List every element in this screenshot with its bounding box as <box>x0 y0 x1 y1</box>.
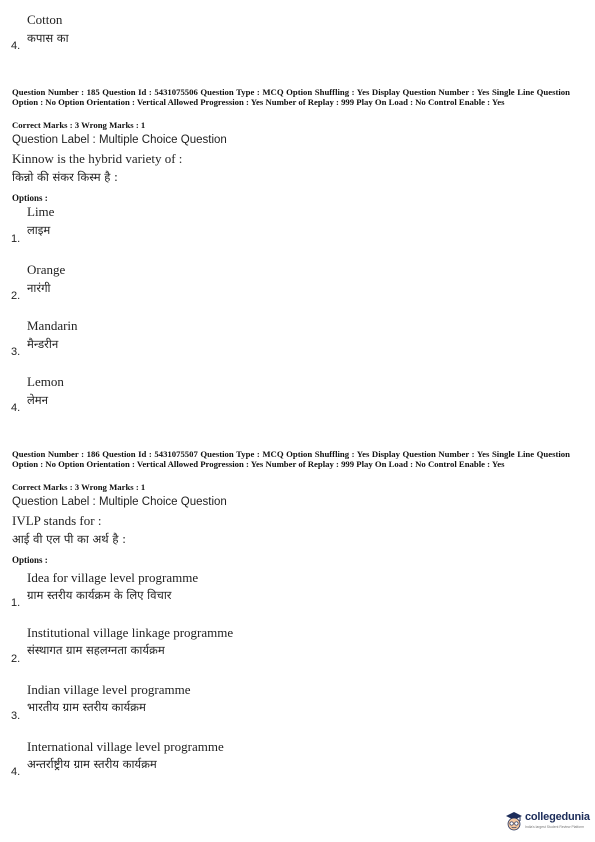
question-185-text-hi: किन्नो की संकर किस्म है : <box>12 170 118 184</box>
option-number: 2. <box>11 290 21 302</box>
option-number: 2. <box>11 653 21 665</box>
option-en: Orange <box>27 262 66 277</box>
option-number: 4. <box>11 402 21 414</box>
option-number: 1. <box>11 597 21 609</box>
option-en: Indian village level programme <box>27 682 191 697</box>
option-en: Idea for village level programme <box>27 570 199 585</box>
graduate-mascot-icon <box>504 810 524 832</box>
prev-option-4-en: Cotton <box>27 12 63 27</box>
prev-option-4-number: 4. <box>11 40 21 52</box>
option-number: 3. <box>11 710 21 722</box>
prev-option-4-hi: कपास का <box>27 31 69 45</box>
question-186-label: Question Label : Multiple Choice Question <box>12 496 227 508</box>
option-hi: संस्थागत ग्राम सहलग्नता कार्यक्रम <box>27 643 165 657</box>
question-185-meta: Question Number : 185 Question Id : 5431075506 Question Type : MCQ Option Shuffling : Yes Display Question Number : Yes Single Line Question Option : No Option Orientation : Vertical Allowed Progression : Yes Number of Replay : 999 Play On Load : No Control Enable : Yes <box>12 87 570 108</box>
option-hi: ग्राम स्तरीय कार्यक्रम के लिए विचार <box>27 588 172 602</box>
question-186-text-en: IVLP stands for : <box>12 513 102 528</box>
question-186-text-hi: आई वी एल पी का अर्थ है : <box>12 532 126 546</box>
option-en: Lemon <box>27 374 64 389</box>
option-en: Institutional village linkage programme <box>27 625 234 640</box>
option-number: 4. <box>11 766 21 778</box>
option-hi: मैन्डरीन <box>27 337 59 351</box>
logo-tagline: India's largest Student Review Platform <box>525 825 585 829</box>
question-186-meta: Question Number : 186 Question Id : 5431075507 Question Type : MCQ Option Shuffling : Yes Display Question Number : Yes Single Line Question Option : No Option Orientation : Vertical Allowed Progression : Yes Number of Replay : 999 Play On Load : No Control Enable : Yes <box>12 449 570 470</box>
option-number: 3. <box>11 346 21 358</box>
question-186-marks: Correct Marks : 3 Wrong Marks : 1 <box>12 482 146 492</box>
option-en: Lime <box>27 204 55 219</box>
logo-wordmark: collegedunia <box>525 811 590 823</box>
question-185-text-en: Kinnow is the hybrid variety of : <box>12 151 183 166</box>
question-186-options-label: Options : <box>12 555 48 565</box>
option-hi: लाइम <box>27 223 51 237</box>
option-en: International village level programme <box>27 739 224 754</box>
question-185-label: Question Label : Multiple Choice Question <box>12 134 227 146</box>
collegedunia-logo <box>504 808 590 834</box>
option-number: 1. <box>11 233 21 245</box>
option-en: Mandarin <box>27 318 78 333</box>
option-hi: भारतीय ग्राम स्तरीय कार्यक्रम <box>27 700 146 714</box>
option-hi: अन्तर्राष्ट्रीय ग्राम स्तरीय कार्यक्रम <box>27 757 157 771</box>
option-hi: नारंगी <box>27 281 51 295</box>
question-185-marks: Correct Marks : 3 Wrong Marks : 1 <box>12 120 146 130</box>
option-hi: लेमन <box>27 393 49 407</box>
question-185-options-label: Options : <box>12 193 48 203</box>
